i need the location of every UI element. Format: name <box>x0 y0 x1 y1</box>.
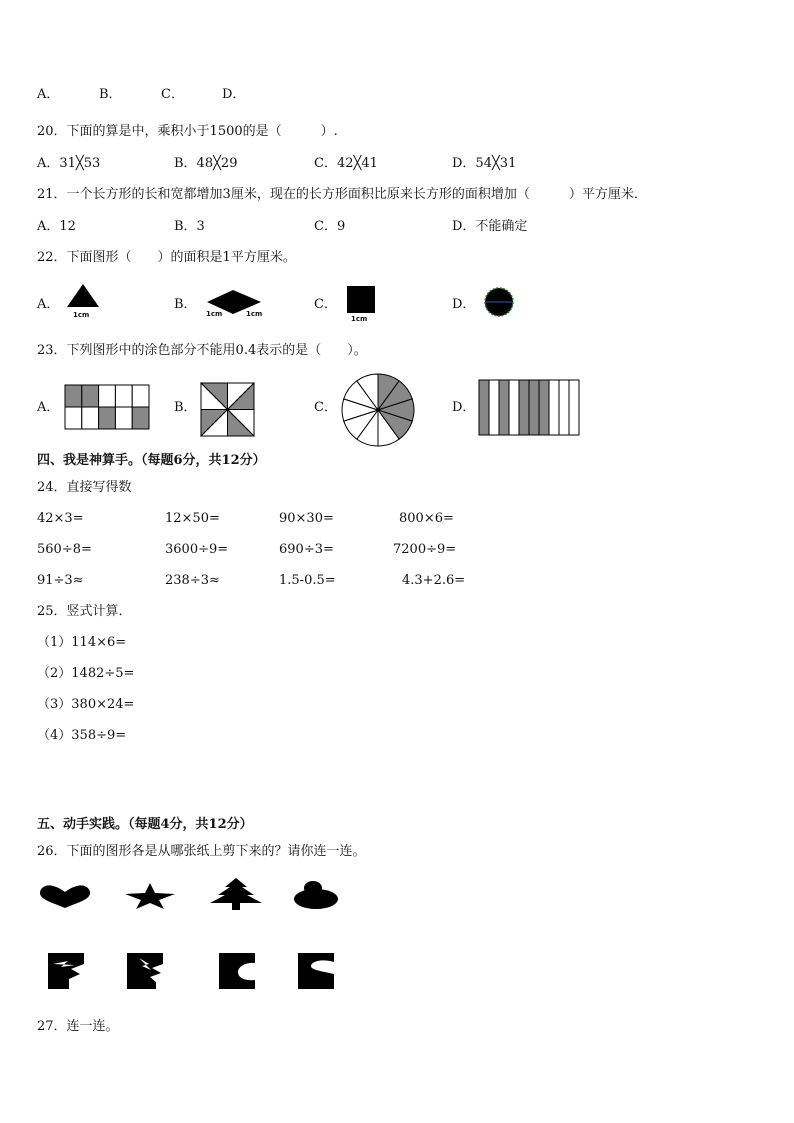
square-pinwheel-figure <box>199 381 257 439</box>
triangle-base-label: 1cm <box>73 311 90 319</box>
star-shape <box>124 882 176 910</box>
q22-option-b: B． <box>174 297 197 312</box>
q24-cell: 4.3+2.6= <box>402 573 466 588</box>
q19-option-a: A． <box>37 87 60 102</box>
q22-option-c: C． <box>314 297 337 312</box>
paper-piece-curve-1 <box>218 952 256 990</box>
q23-option-d: D． <box>452 400 476 415</box>
q19-option-d: D． <box>222 87 246 102</box>
rectangle-grid-figure <box>64 384 150 432</box>
q24-cell: 3600÷9= <box>165 542 229 557</box>
parallelogram-side-label: 1cm <box>206 310 223 318</box>
q23-stem: 23．下列图形中的涂色部分不能用0.4表示的是（ ）。 <box>37 343 367 358</box>
mushroom-shape <box>292 880 340 910</box>
q24-cell: 7200÷9= <box>393 542 457 557</box>
circle-sectors-figure <box>340 372 416 448</box>
q21-option-a: A．12 <box>37 219 76 234</box>
q24-cell: 560÷8= <box>37 542 92 557</box>
square-side-label: 1cm <box>351 315 368 323</box>
q24-cell: 800×6= <box>399 511 454 526</box>
q24-cell: 238÷3≈ <box>165 573 220 588</box>
q25-item: （3）380×24= <box>37 697 135 712</box>
q19-option-c: C． <box>161 87 184 102</box>
q20-option-d: D．54╳31 <box>452 156 517 171</box>
parallelogram-base-label: 1cm <box>246 310 263 318</box>
q27-stem: 27．连一连。 <box>37 1019 119 1034</box>
q20-option-b: B．48╳29 <box>174 156 238 171</box>
q23-option-a: A． <box>37 400 60 415</box>
section-5-title: 五、动手实践。（每题4分，共12分） <box>37 817 253 832</box>
paper-piece-curve-2 <box>297 952 335 990</box>
triangle-figure <box>66 283 100 309</box>
q22-option-d: D． <box>452 297 476 312</box>
q24-stem: 24．直接写得数 <box>37 480 132 495</box>
q24-cell: 690÷3= <box>279 542 334 557</box>
square-figure <box>346 286 376 314</box>
q25-item: （1）114×6= <box>37 635 127 650</box>
section-4-title: 四、我是神算手。（每题6分，共12分） <box>37 453 266 468</box>
q25-stem: 25．竖式计算． <box>37 604 132 619</box>
heart-shape <box>38 883 92 909</box>
circle-figure <box>483 286 515 318</box>
q20-option-c: C．42╳41 <box>314 156 378 171</box>
q25-item: （2）1482÷5= <box>37 666 135 681</box>
q22-option-a: A． <box>37 297 60 312</box>
q24-cell: 90×30= <box>279 511 334 526</box>
q20-option-a: A．31╳53 <box>37 156 101 171</box>
q24-cell: 42×3= <box>37 511 84 526</box>
q25-item: （4）358÷9= <box>37 728 127 743</box>
q24-cell: 12×50= <box>165 511 220 526</box>
q19-option-b: B． <box>99 87 122 102</box>
q26-stem: 26．下面的图形各是从哪张纸上剪下来的？请你连一连。 <box>37 844 366 859</box>
paper-piece-zigzag-1 <box>47 952 85 990</box>
q24-cell: 91÷3≈ <box>37 573 84 588</box>
tree-shape <box>209 877 263 911</box>
q23-option-b: B． <box>174 400 197 415</box>
q20-stem: 20．下面的算是中，乘积小于1500的是（ ）. <box>37 124 338 139</box>
q22-stem: 22．下面图形（ ）的面积是1平方厘米。 <box>37 250 296 265</box>
q21-option-c: C．9 <box>314 219 346 234</box>
q21-option-b: B．3 <box>174 219 205 234</box>
paper-piece-zigzag-2 <box>126 952 164 990</box>
q23-option-c: C． <box>314 400 337 415</box>
q24-cell: 1.5-0.5= <box>279 573 336 588</box>
striped-rectangle-figure <box>478 379 580 437</box>
q21-option-d: D．不能确定 <box>452 219 528 234</box>
q21-stem: 21．一个长方形的长和宽都增加3厘米，现在的长方形面积比原来长方形的面积增加（ ）平方厘米． <box>37 187 647 202</box>
